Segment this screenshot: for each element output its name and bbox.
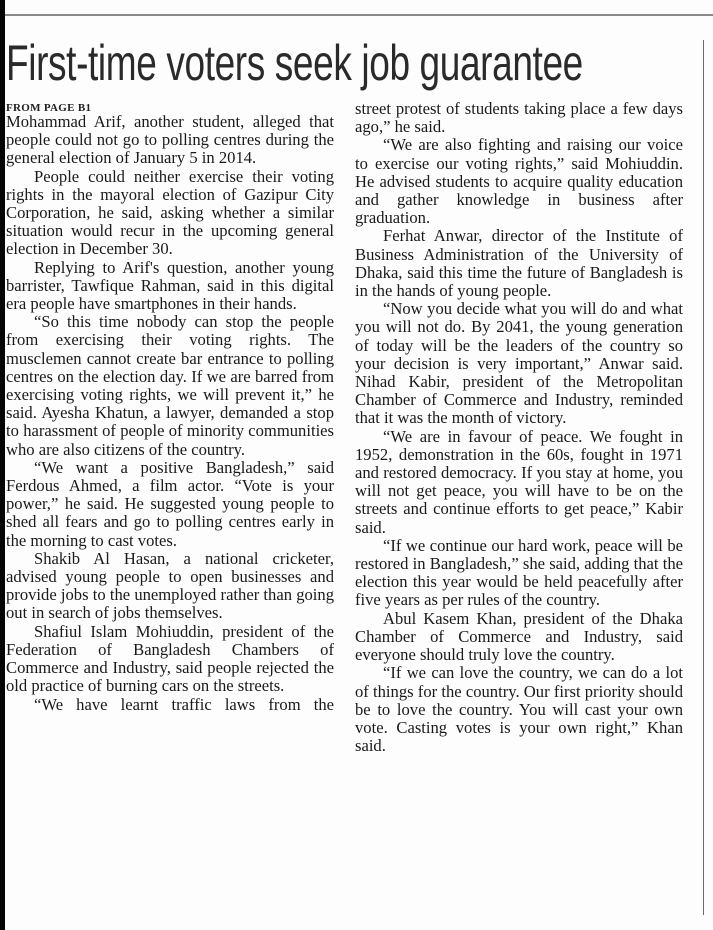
page-edge-shadow: [0, 0, 5, 930]
paragraph: “We are also fighting and raising our voice to exercise our voting rights,” said Mohiuddin. He advised students to acquire quality education and gather knowledge in business after graduation.: [355, 135, 683, 228]
article-column-left: [6, 113, 334, 714]
paragraph: Abul Kasem Khan, president of the Dhaka Chamber of Commerce and Industry, said everyone should truly love the country.: [355, 608, 683, 665]
paragraph: Mohammad Arif, another student, alleged that people could not go to polling centres during the general election of January 5 in 2014.: [6, 112, 334, 168]
article-column-right: [355, 100, 683, 755]
paragraph: “We want a positive Bangladesh,” said Ferdous Ahmed, a film actor. “Vote is your power,” he said. He suggested young people to shed all fears and go to polling centres early in the morning to cast votes.: [6, 457, 334, 550]
paragraph: “Now you decide what you will do and what you will not do. By 2041, the young generation of today will be the leaders of the country so your decision is very important,” Anwar said. Nihad Kabir, president of the Metropolitan Chamber of Commerce and Industry, reminded that it was the month of victory.: [355, 299, 683, 428]
headline: First-time voters seek job guarantee: [6, 35, 583, 91]
paragraph: Ferhat Anwar, director of the Institute of Business Administration of the University of Dhaka, said this time the future of Bangladesh is in the hands of young people.: [355, 226, 683, 301]
paragraph: “So this time nobody can stop the people from exercising their voting rights. The musclemen cannot create bar entrance to polling centres on the election day. If we are barred from exercising voting rights, we will prevent it,” he said. Ayesha Khatun, a lawyer, demanded a stop to harassment of people of minority communities who are also citizens of the country.: [6, 312, 334, 459]
paragraph: “If we can love the country, we can do a lot of things for the country. Our first priority should be to love the country. You will cast your own vote. Casting votes is your own right,” Khan said.: [355, 663, 683, 756]
paragraph: Replying to Arif's question, another young barrister, Tawfique Rahman, said in this digital era people have smartphones in their hands.: [6, 257, 334, 314]
column-rule: [703, 40, 704, 915]
paragraph: People could neither exercise their voting rights in the mayoral election of Gazipur City Corporation, he said, asking whether a similar situation would recur in the upcoming general election in December 30.: [6, 166, 334, 259]
paragraph: “We have learnt traffic laws from the: [34, 694, 334, 714]
continued-from-label: FROM PAGE B1: [6, 102, 92, 114]
paragraph: Shafiul Islam Mohiuddin, president of the Federation of Bangladesh Chambers of Commerce and Industry, said people rejected the old practice of burning cars on the streets.: [6, 621, 334, 696]
top-divider: [5, 14, 713, 16]
paragraph: street protest of students taking place a few days ago,” he said.: [355, 99, 683, 137]
paragraph: Shakib Al Hasan, a national cricketer, advised young people to open businesses and provide jobs to the unemployed rather than going out in search of jobs themselves.: [6, 548, 334, 623]
paragraph: “If we continue our hard work, peace will be restored in Bangladesh,” she said, adding that the election this year would be held peacefully after five years as per rules of the country.: [355, 535, 683, 610]
paragraph: “We are in favour of peace. We fought in 1952, demonstration in the 60s, fought in 1971 and restored democracy. If you stay at home, you will not get peace, you will have to be on the streets and continue efforts to get peace,” Kabir said.: [355, 426, 683, 537]
